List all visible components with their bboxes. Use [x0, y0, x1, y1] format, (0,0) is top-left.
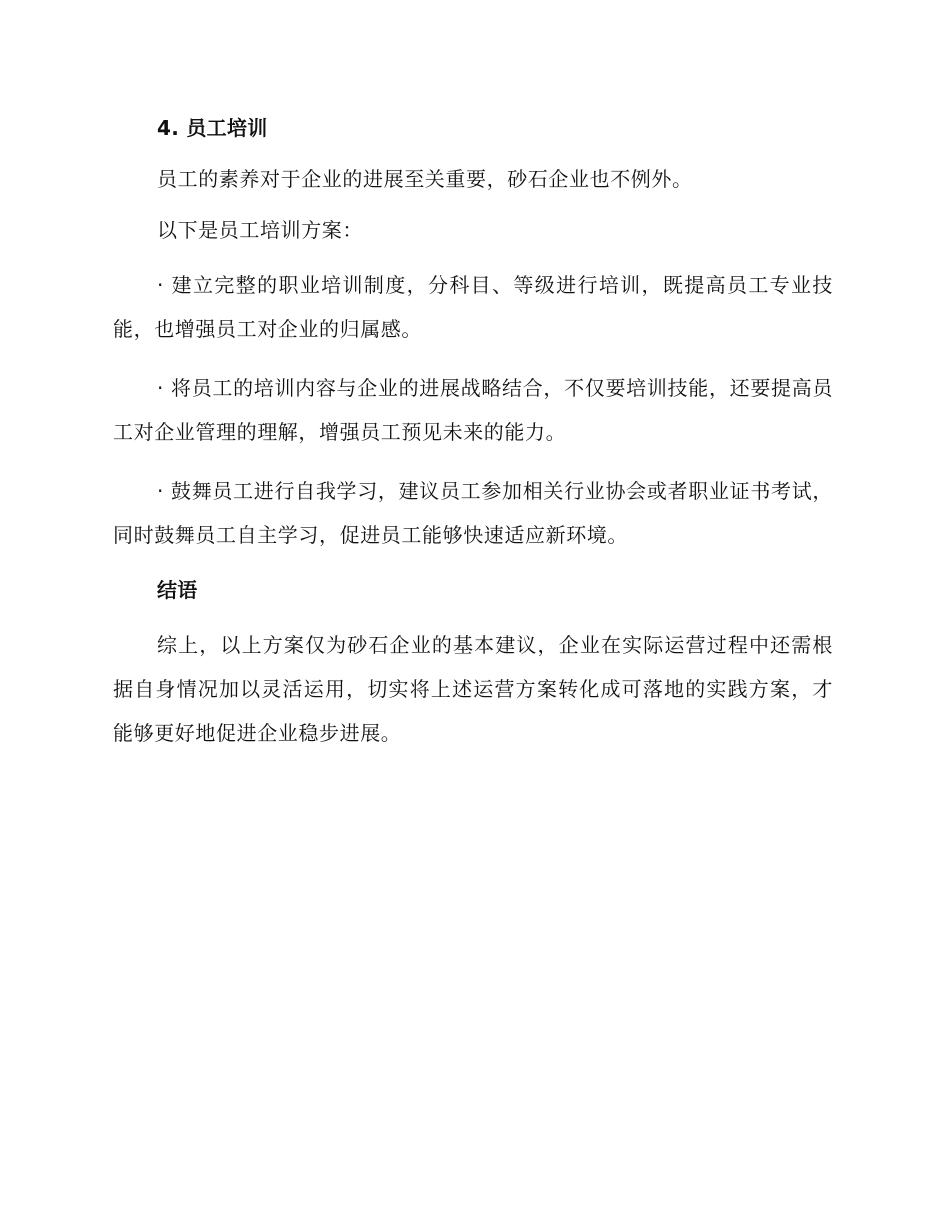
conclusion-paragraph: 综上，以上方案仅为砂石企业的基本建议，企业在实际运营过程中还需根据自身情况加以灵活运用，切实将上述运营方案转化成可落地的实践方案，才能够更好地促进企业稳步进展。: [113, 633, 833, 745]
training-lead-paragraph: 以下是员工培训方案：: [157, 218, 363, 242]
training-bullet-3: · 鼓舞员工进行自我学习，建议员工参加相关行业协会或者职业证书考试，同时鼓舞员工自主学习，促进员工能够快速适应新环境。: [113, 479, 833, 547]
section-heading-employee-training: 4. 员工培训: [157, 116, 268, 140]
document-content: [113, 110, 833, 770]
training-bullet-1: · 建立完整的职业培训制度，分科目、等级进行培训，既提高员工专业技能，也增强员工对企业的归属感。: [113, 273, 833, 341]
section-heading-conclusion: 结语: [157, 578, 198, 602]
training-bullet-2: · 将员工的培训内容与企业的进展战略结合，不仅要培训技能，还要提高员工对企业管理的理解，增强员工预见未来的能力。: [113, 376, 833, 444]
training-intro-paragraph: 员工的素养对于企业的进展至关重要，砂石企业也不例外。: [157, 167, 693, 191]
